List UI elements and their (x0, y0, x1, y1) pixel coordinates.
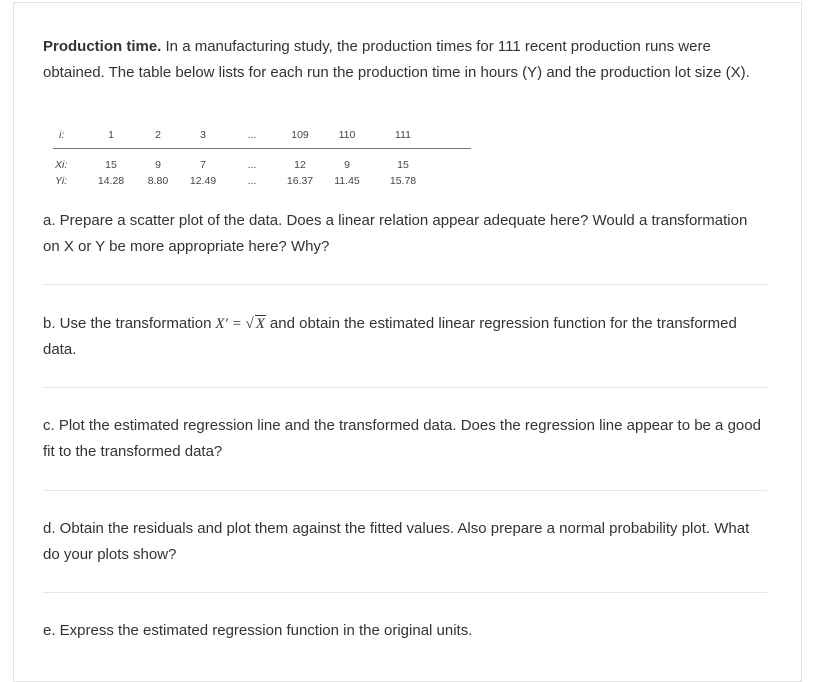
table-cell-y: 12.49 (189, 175, 217, 187)
table-cell-y: 16.37 (286, 175, 314, 187)
table-cell-x: 12 (294, 159, 306, 171)
table-cell-i: 111 (395, 129, 411, 141)
table-cell-x: 7 (200, 159, 206, 171)
formula-radicand: X (255, 316, 265, 332)
divider-a (43, 284, 767, 285)
table-cell-y: 11.45 (334, 175, 360, 187)
divider-d (43, 592, 767, 593)
table-cell-y: 15.78 (389, 175, 417, 187)
intro-paragraph (43, 34, 767, 86)
data-table (43, 127, 483, 193)
table-cell-i: 110 (338, 129, 356, 141)
table-cell-i: 109 (291, 129, 309, 141)
question-d: d. Obtain the residuals and plot them against the fitted values. Also prepare a normal probability plot. What do your plots show? (43, 520, 750, 563)
table-cell-x: ... (247, 159, 257, 171)
sqrt-symbol: √ X (245, 316, 265, 332)
table-cell-i: 3 (200, 129, 206, 141)
question-b (43, 311, 767, 363)
table-cell-x: 9 (344, 159, 350, 171)
row-label-x: Xi: (55, 159, 68, 171)
table-cell-y: ... (247, 175, 257, 187)
question-a: a. Prepare a scatter plot of the data. Does a linear relation appear adequate here? Would a transformation on X or Y be more appropriate here? Why? (43, 212, 748, 255)
question-b-pre: b. Use the transformation (43, 315, 212, 332)
formula-lhs: X′ = (215, 316, 242, 332)
question-e: e. Express the estimated regression function in the original units. (43, 622, 473, 639)
transformation-formula (211, 316, 269, 332)
table-header-rule (53, 148, 471, 149)
divider-b (43, 387, 767, 388)
table-cell-x: 15 (105, 159, 117, 171)
table-cell-i: 2 (155, 129, 161, 141)
table-cell-y: 14.28 (97, 175, 125, 187)
intro-title: Production time. (43, 38, 162, 55)
question-c: c. Plot the estimated regression line and the transformed data. Does the regression line appear to be a good fit to the transformed data? (43, 417, 761, 460)
row-label-y: Yi: (55, 175, 68, 187)
table-cell-y: 8.80 (147, 175, 169, 187)
intro-body: In a manufacturing study, the production times for 111 recent production runs were obtained. The table below lists for each run the production time in hours (Y) and the production lot size (X). (43, 38, 750, 81)
table-cell-x: 15 (397, 159, 409, 171)
row-label-i: i: (59, 129, 65, 141)
table-cell-i: 1 (108, 129, 114, 141)
question-b-post: and obtain the estimated linear regression function for the transformed data. (43, 315, 737, 358)
table-cell-i: ... (247, 129, 257, 141)
divider-c (43, 490, 767, 491)
table-cell-x: 9 (155, 159, 161, 171)
